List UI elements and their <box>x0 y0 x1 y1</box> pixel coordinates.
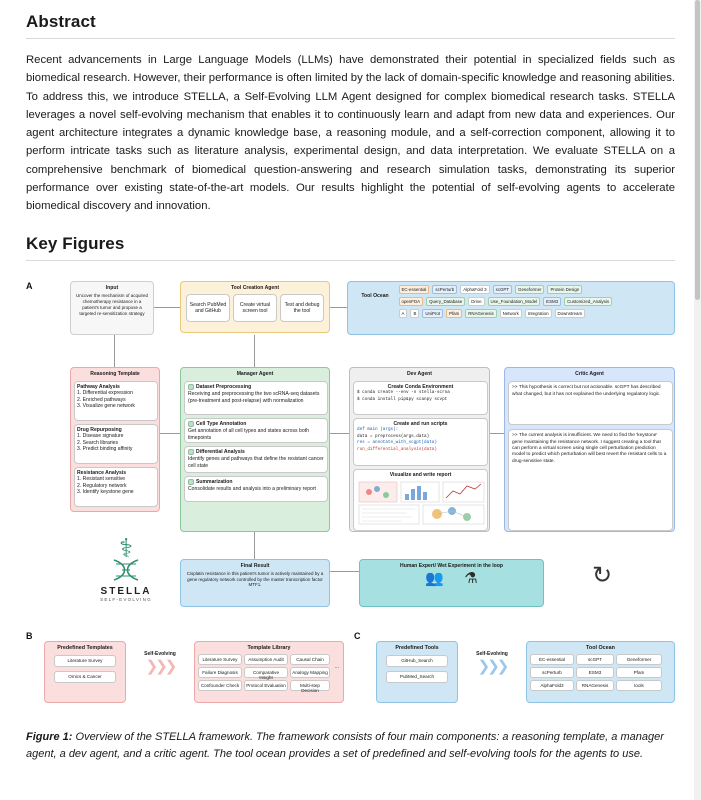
manager-step <box>184 446 328 473</box>
self-evolving-label: Self-Evolving <box>476 650 508 657</box>
self-evolving-arrow-c <box>462 651 522 675</box>
library-item: Literature Survey <box>198 654 242 665</box>
tool-chip: AlphaFold 3 <box>460 285 489 294</box>
chevron-right-icon: ❯❯❯ <box>477 657 507 675</box>
tool-step-0: Search PubMed and GitHub <box>189 301 227 315</box>
ocean-item: Pfam <box>616 667 662 678</box>
tool-step-1: Create virtual screen tool <box>239 301 271 315</box>
reasoning-title: Reasoning Template <box>90 370 140 377</box>
tool-chip: ESM3 <box>543 297 561 306</box>
stella-sub: SELF-EVOLVING <box>100 596 152 602</box>
step-icon <box>188 384 194 390</box>
tool-chip: A <box>399 309 408 318</box>
reasoning-item: 2. Enriched pathways <box>77 396 126 403</box>
figure-caption <box>26 729 675 763</box>
predefined-tools-title: Predefined Tools <box>395 644 439 651</box>
self-evolving-arrow-b <box>130 651 190 675</box>
dev-script-title: Create and run scripts <box>393 421 448 428</box>
tool-ocean-box <box>347 281 675 335</box>
tool-ocean-panel-box <box>526 641 675 703</box>
ocean-item: ESM3 <box>576 667 614 678</box>
manager-step-text: Consolidate results and analysis into a preliminary report <box>188 486 316 493</box>
stella-logo <box>86 532 166 602</box>
final-result-title: Final Result <box>240 562 270 569</box>
library-item: Analogy Mapping <box>290 667 330 678</box>
dev-script-code-3: run_differential_analysis(data) <box>357 446 437 452</box>
panel-b-label: B <box>26 630 33 641</box>
stella-name: STELLA <box>100 585 152 597</box>
scrollbar[interactable] <box>694 0 701 800</box>
tool-item: PubMed_Search <box>386 671 448 683</box>
figure-panel-a <box>26 273 675 625</box>
template-library-title: Template Library <box>247 644 291 651</box>
ocean-item: scGPT <box>576 654 614 665</box>
dev-env-code-1: $ conda install pip&py scanpy scvpt <box>357 396 448 402</box>
reasoning-group <box>74 467 158 507</box>
ocean-item: tools <box>616 680 662 691</box>
dev-charts-illustration <box>357 480 486 526</box>
dev-script-code-0: def main (args): <box>357 427 399 433</box>
tool-ocean-title: Tool Ocean <box>361 292 389 299</box>
library-item: Protocol Evaluation <box>244 680 288 691</box>
tool-chip: Pfam <box>446 309 462 318</box>
ocean-item: RNAGenesis <box>576 680 614 691</box>
abstract-text: Recent advancements in Large Language Models (LLMs) have demonstrated their potential in specialized fields such as biomedical research. However, their performance is often limited by the lack of domain-specific knowledge and reasoning abilities. To address this, we introduce STELLA, a Self-Evolving LLM Agent designed for complex biomedical research tasks. STELLA leverages a novel self-evolving mechanism that enables it to continuously learn and adapt from new data and experiences. Our agent architecture integrates a dynamic knowledge base, a reasoning module, and a self-correction component, allowing it to perform intricate tasks such as literature analysis, experimental design, and data interpretation. We evaluate STELLA on a comprehensive benchmark of biomedical question-answering and research simulation tasks, demonstrating its superior performance over existing state-of-the-art models. Our results highlight the potential of self-evolving agents to accelerate biomedical discovery and innovation. <box>26 54 675 213</box>
manager-step-text: Get annotation of all cell types and states across both timepoints <box>188 428 309 441</box>
dev-viz-block <box>353 469 488 531</box>
library-item: Multi-step Decision <box>290 680 330 691</box>
panel-a-label: A <box>26 280 33 291</box>
tool-chip: Query_Database <box>426 297 465 306</box>
human-expert-title: Human Expert/ Wet Experiment in the loop <box>400 562 503 569</box>
human-expert-icons <box>363 571 540 586</box>
human-expert-box <box>359 559 544 607</box>
dev-env-title: Create Conda Environment <box>387 384 454 391</box>
loop-icon: ↻ <box>592 561 613 589</box>
reasoning-item: 1. Disease signature <box>77 433 124 440</box>
self-evolving-label: Self-Evolving <box>144 650 176 657</box>
reasoning-item: 2. Search libraries <box>77 439 119 446</box>
manager-title: Manager Agent <box>236 370 274 377</box>
flask-icon: ⚗ <box>464 570 478 588</box>
reasoning-template-box <box>70 367 160 512</box>
reasoning-item: 3. Identify keystone gene <box>77 489 134 496</box>
manager-step <box>184 381 328 415</box>
reasoning-group <box>74 381 158 421</box>
dev-script-code-1: data = preprocess(args.data) <box>357 433 430 439</box>
tool-chip: openFDA <box>399 297 424 306</box>
ocean-item: EC-essential <box>530 654 574 665</box>
scrollbar-thumb[interactable] <box>695 0 700 300</box>
manager-step-label: Cell Type Annotation <box>196 421 247 428</box>
manager-step-text: Identify genes and pathways that define the resistant cancer cell state <box>188 456 324 469</box>
ocean-item: Geneformer <box>616 654 662 665</box>
reasoning-item: 1. Resistant sensitive <box>77 476 126 483</box>
reasoning-group-name: Resistance Analysis <box>77 470 127 477</box>
tool-chip: Network <box>500 309 522 318</box>
manager-step-label: Differential Analysis <box>196 449 245 456</box>
tool-chip: RNAGenesis <box>465 309 496 318</box>
chevron-right-icon: ❯❯❯ <box>145 657 175 675</box>
tool-chip: Downstream <box>555 309 586 318</box>
reasoning-group <box>74 424 158 464</box>
tool-chip: B <box>410 309 419 318</box>
predefined-tools-box <box>376 641 458 703</box>
ocean-item: AlphaFold3 <box>530 680 574 691</box>
tool-chip: Drive <box>468 297 484 306</box>
reasoning-item: 3. Visualize gene network <box>77 403 135 410</box>
dev-script-code-2: res = annotate_with_scgpt(data) <box>357 440 437 446</box>
reasoning-group-name: Pathway Analysis <box>77 384 120 391</box>
critic-title: Critic Agent <box>575 370 604 377</box>
manager-step-label: Dataset Preprocessing <box>196 384 252 391</box>
predefined-templates-box <box>44 641 126 703</box>
dev-title: Dev Agent <box>406 370 432 377</box>
reasoning-group-name: Drug Repurposing <box>77 427 122 434</box>
tool-creation-agent <box>180 281 330 333</box>
tool-ocean-panel-title: Tool Ocean <box>586 644 615 651</box>
library-item: Causal Chain <box>290 654 330 665</box>
library-item: Comparative Insight <box>244 667 288 678</box>
people-icon: 👥 <box>425 570 445 588</box>
divider <box>26 38 675 39</box>
critic-point <box>508 381 673 425</box>
tool-item: GitHub_Search <box>386 655 448 667</box>
tool-creation-title: Tool Creation Agent <box>230 284 280 291</box>
library-item: Confounder Check <box>198 680 242 691</box>
critic-point-text: >> This hypothesis is correct but not actionable. scGPT has described what changed, but it has not explained the underlying regulatory logic. <box>512 385 661 397</box>
tool-chip: UniProt <box>422 309 443 318</box>
library-ellipsis: ... <box>334 663 339 670</box>
tool-chip: Geneformer <box>515 285 544 294</box>
figure-1 <box>26 273 675 763</box>
critic-agent-box <box>504 367 675 532</box>
divider-2 <box>26 260 675 261</box>
library-item: Failure Diagnosis <box>198 667 242 678</box>
reasoning-item: 2. Regulatory network <box>77 482 127 489</box>
tool-chip: Customized_Analysis <box>564 297 612 306</box>
dev-script-block <box>353 418 488 466</box>
dev-viz-title: Visualize and write report <box>389 472 452 479</box>
template-item: Omics & Cancer <box>54 671 116 683</box>
step-icon <box>188 449 194 455</box>
predefined-templates-title: Predefined Templates <box>57 644 113 651</box>
tool-chip: scPerturb <box>432 285 457 294</box>
figure-caption-text: Overview of the STELLA framework. The framework consists of four main components: a reasoning template, a manager agent, a dev agent, and a critic agent. The tool ocean provides a set of predefined and self-evolving tools for the agents to use. <box>26 730 664 760</box>
critic-point <box>508 429 673 531</box>
input-text: Uncover the mechanism of acquired chemotherapy resistance in a patient's tumor and propose a targeted re-sensitization strategy <box>75 293 149 316</box>
tool-chip: Use_Foundation_Model <box>488 297 541 306</box>
dev-agent-box <box>349 367 490 532</box>
dev-env-code-0: $ conda create --env -n stella-scrna <box>357 390 450 396</box>
manager-step-text: Receiving and preprocessing the two scRNA-seq datasets (pre-treatment and post-relapse) with normalization <box>188 391 320 404</box>
figure-panel-bc <box>26 629 675 719</box>
figure-caption-prefix: Figure 1: <box>26 730 73 743</box>
manager-step <box>184 418 328 443</box>
panel-c-label: C <box>354 630 361 641</box>
tool-chip: scGPT <box>493 285 512 294</box>
tool-step-2: Test and debug the tool <box>284 301 320 315</box>
dna-icon: ⚕ <box>118 532 134 563</box>
tool-chip: EC-essential <box>399 285 430 294</box>
template-item: Literature Survey <box>54 655 116 667</box>
manager-step-label: Summarization <box>196 479 233 486</box>
final-result-box <box>180 559 330 607</box>
ocean-item: scPerturb <box>530 667 574 678</box>
dna-helix-icon <box>106 559 146 581</box>
input-title: Input <box>105 284 119 291</box>
critic-point-text: >> The current analysis is insufficient. We need to find the 'keystone' gene maintaining the resistance network. I suggest creating a tool that can perform a virtual screen using single cell perturbation prediction model to predict which perturbation will best revert the resistant cells to a drug-sensitive state. <box>512 433 667 464</box>
reasoning-item: 3. Predict binding affinity <box>77 446 133 453</box>
reasoning-item: 1. Differential expression <box>77 390 133 397</box>
input-box <box>70 281 154 335</box>
tool-chip: Protein Design <box>547 285 582 294</box>
step-icon <box>188 421 194 427</box>
final-result-text: Cisplatin resistance in this patient's tumor is actively maintained by a gene regulatory network controlled by the master transcription factor MTF1. <box>186 571 324 588</box>
dev-env-block <box>353 381 488 415</box>
tool-chip: Integration <box>525 309 552 318</box>
template-library-box <box>194 641 344 703</box>
step-icon <box>188 479 194 485</box>
manager-agent-box <box>180 367 330 532</box>
library-item: Assumption Audit <box>244 654 288 665</box>
manager-step <box>184 476 328 502</box>
abstract-heading: Abstract <box>26 12 96 31</box>
key-figures-heading: Key Figures <box>26 233 125 253</box>
